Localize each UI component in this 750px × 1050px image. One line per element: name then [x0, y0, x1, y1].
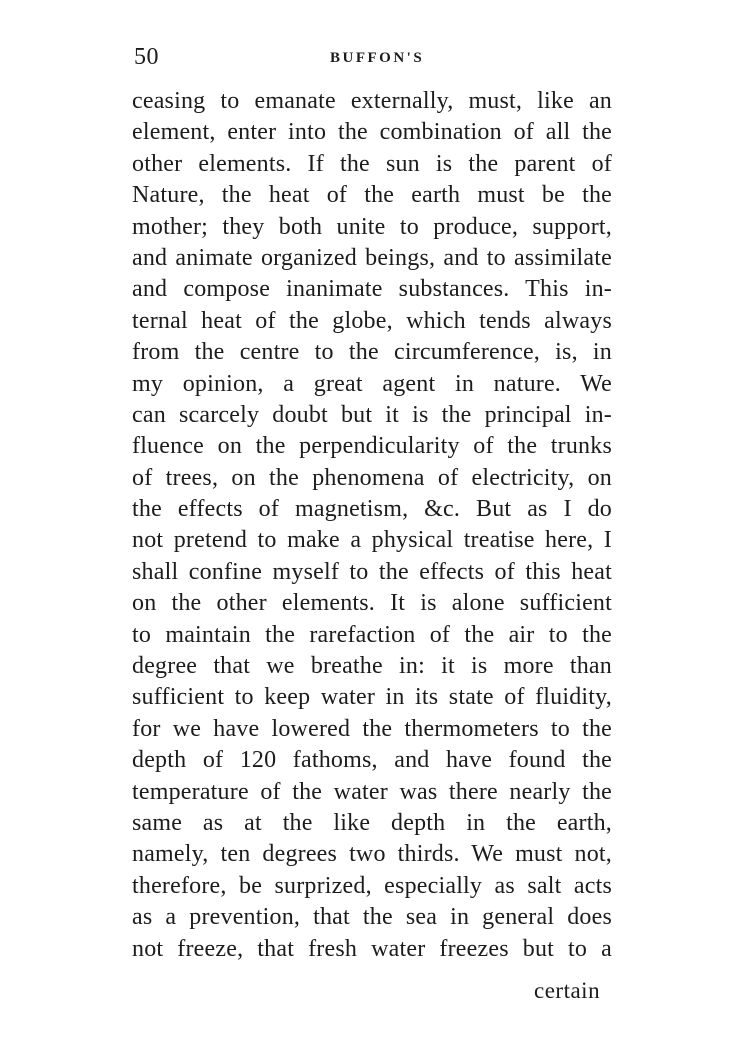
catchword: certain	[534, 978, 601, 1003]
text-line: as a prevention, that the sea in general does	[132, 904, 612, 931]
text-line: the effects of magnetism, &c. But as I do	[132, 496, 612, 523]
text-line: temperature of the water was there nearly the	[132, 778, 612, 805]
text-line: not freeze, that fresh water freezes but to a	[132, 935, 612, 962]
text-line: can scarcely doubt but it is the principal in-	[132, 401, 612, 428]
page-number: 50	[134, 44, 159, 70]
text-line: depth of 120 fathoms, and have found the	[132, 747, 612, 774]
text-line: ceasing to emanate externally, must, like an	[132, 88, 612, 114]
text-line: fluence on the perpendicularity of the trunks	[132, 433, 612, 460]
text-line: therefore, be surprized, especially as salt acts	[132, 872, 612, 899]
text-line: shall confine myself to the effects of this heat	[132, 558, 612, 585]
text-line: and animate organized beings, and to assimilate	[132, 244, 612, 271]
running-title: BUFFON'S	[330, 50, 425, 66]
text-line: Nature, the heat of the earth must be the	[132, 182, 612, 209]
text-line: and compose inanimate substances. This in-	[132, 276, 612, 303]
text-line: my opinion, a great agent in nature. We	[132, 370, 612, 397]
text-line: degree that we breathe in: it is more than	[132, 653, 612, 680]
text-line: ternal heat of the globe, which tends always	[132, 307, 612, 334]
text-line: on the other elements. It is alone sufficient	[132, 590, 612, 617]
body-text	[132, 86, 612, 965]
text-line: namely, ten degrees two thirds. We must not,	[132, 841, 612, 868]
text-line: other elements. If the sun is the parent of	[132, 150, 612, 177]
text-line: same as at the like depth in the earth,	[132, 809, 612, 836]
running-head	[134, 44, 614, 76]
text-line: mother; they both unite to produce, support,	[132, 213, 612, 240]
text-line: of trees, on the phenomena of electricity, on	[132, 464, 612, 491]
text-line: to maintain the rarefaction of the air to the	[132, 621, 612, 648]
text-line: from the centre to the circumference, is, in	[132, 339, 612, 366]
text-line: element, enter into the combination of all the	[132, 119, 612, 146]
text-line: for we have lowered the thermometers to the	[132, 715, 612, 742]
text-line: sufficient to keep water in its state of fluidity,	[132, 684, 612, 711]
text-line: not pretend to make a physical treatise here, I	[132, 527, 612, 554]
